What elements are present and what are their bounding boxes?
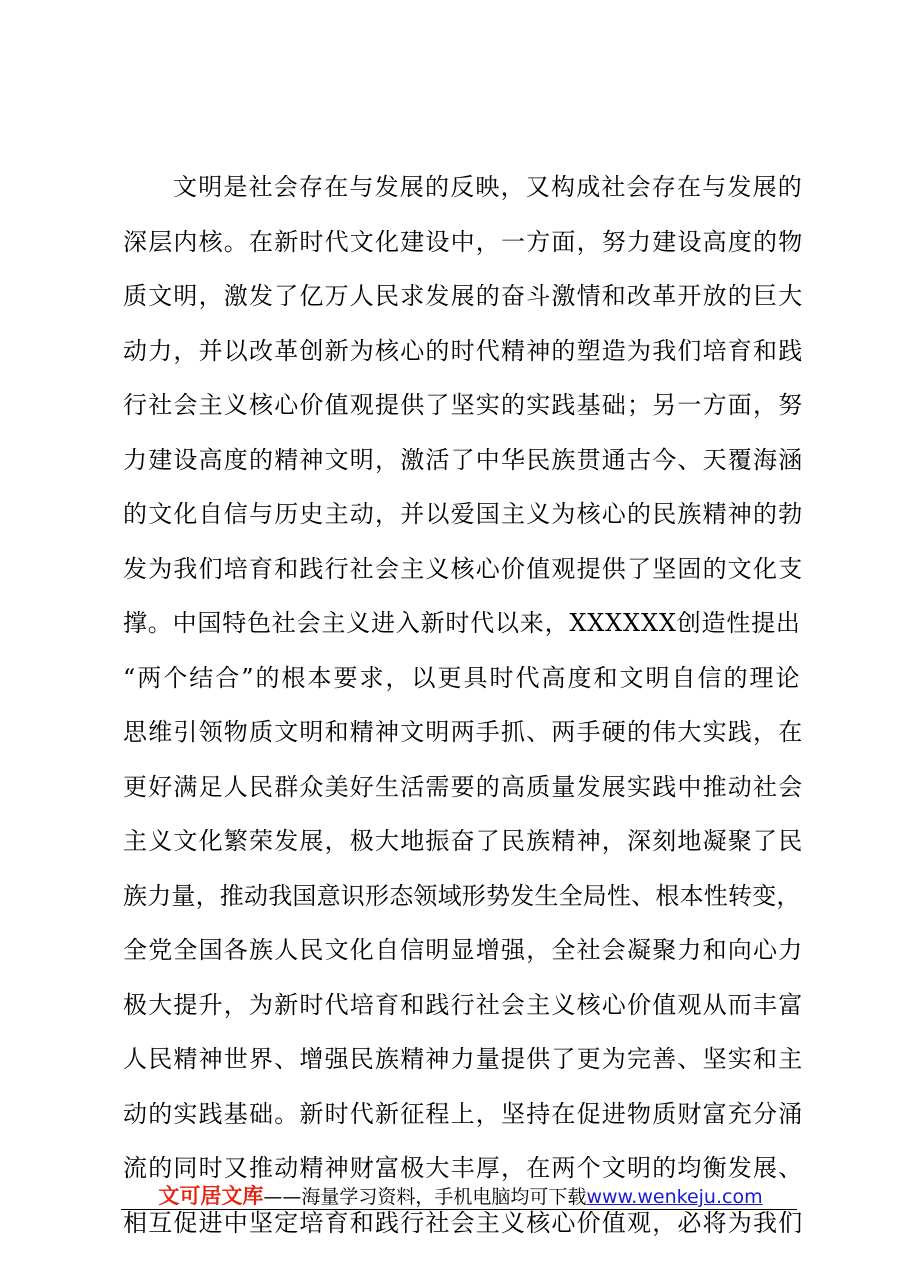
text-line: 动力，并以改革创新为核心的时代精神的塑造为我们培育和践 <box>123 336 804 365</box>
footer-description: 海量学习资料，手机电脑均可下载 <box>301 1186 587 1208</box>
footer-link[interactable]: www.wenkeju.com <box>586 1186 763 1208</box>
text-line: 力建设高度的精神文明，激活了中华民族贯通古今、天覆海涵 <box>123 445 804 474</box>
text-line: 思维引领物质文明和精神文明两手抓、两手硬的伟大实践，在 <box>123 718 804 746</box>
footer-brand: 文可居文库 <box>158 1184 264 1208</box>
text-line: 极大提升，为新时代培育和践行社会主义核心价值观从而丰富 <box>123 990 804 1019</box>
text-line: 人民精神世界、增强民族精神力量提供了更为完善、坚实和主 <box>123 1045 804 1073</box>
text-line: 相互促进中坚定培育和践行社会主义核心价值观，必将为我们 <box>123 1208 804 1237</box>
footer-divider <box>121 1209 797 1210</box>
text-line: 行社会主义核心价值观提供了坚实的实践基础；另一方面，努 <box>123 391 804 419</box>
text-line: 族力量，推动我国意识形态领域形势发生全局性、根本性转变， <box>123 881 801 910</box>
text-line: 流的同时又推动精神财富极大丰厚，在两个文明的均衡发展、 <box>123 1154 804 1182</box>
page-footer <box>123 1181 798 1211</box>
text-line: “两个结合”的根本要求，以更具时代高度和文明自信的理论 <box>123 663 802 692</box>
text-line: 更好满足人民群众美好生活需要的高质量发展实践中推动社会 <box>123 772 804 801</box>
text-line: 发为我们培育和践行社会主义核心价值观提供了坚固的文化支 <box>123 554 804 583</box>
text-line: 主义文化繁荣发展，极大地振奋了民族精神，深刻地凝聚了民 <box>123 827 804 855</box>
text-line: 动的实践基础。新时代新征程上，坚持在促进物质财富充分涌 <box>123 1099 804 1128</box>
text-line: 的文化自信与历史主动，并以爱国主义为核心的民族精神的勃 <box>123 500 804 528</box>
text-line: 文明是社会存在与发展的反映，又构成社会存在与发展的 <box>173 173 803 201</box>
body-paragraph <box>123 160 803 1250</box>
footer-separator: —— <box>263 1186 302 1208</box>
text-line: 质文明，激发了亿万人民求发展的奋斗激情和改革开放的巨大 <box>123 282 804 310</box>
text-line: 全党全国各族人民文化自信明显增强，全社会凝聚力和向心力 <box>123 936 804 964</box>
text-line: 深层内核。在新时代文化建设中，一方面，努力建设高度的物 <box>123 227 804 256</box>
text-line: 撑。中国特色社会主义进入新时代以来，XXXXXX创造性提出 <box>123 609 801 637</box>
